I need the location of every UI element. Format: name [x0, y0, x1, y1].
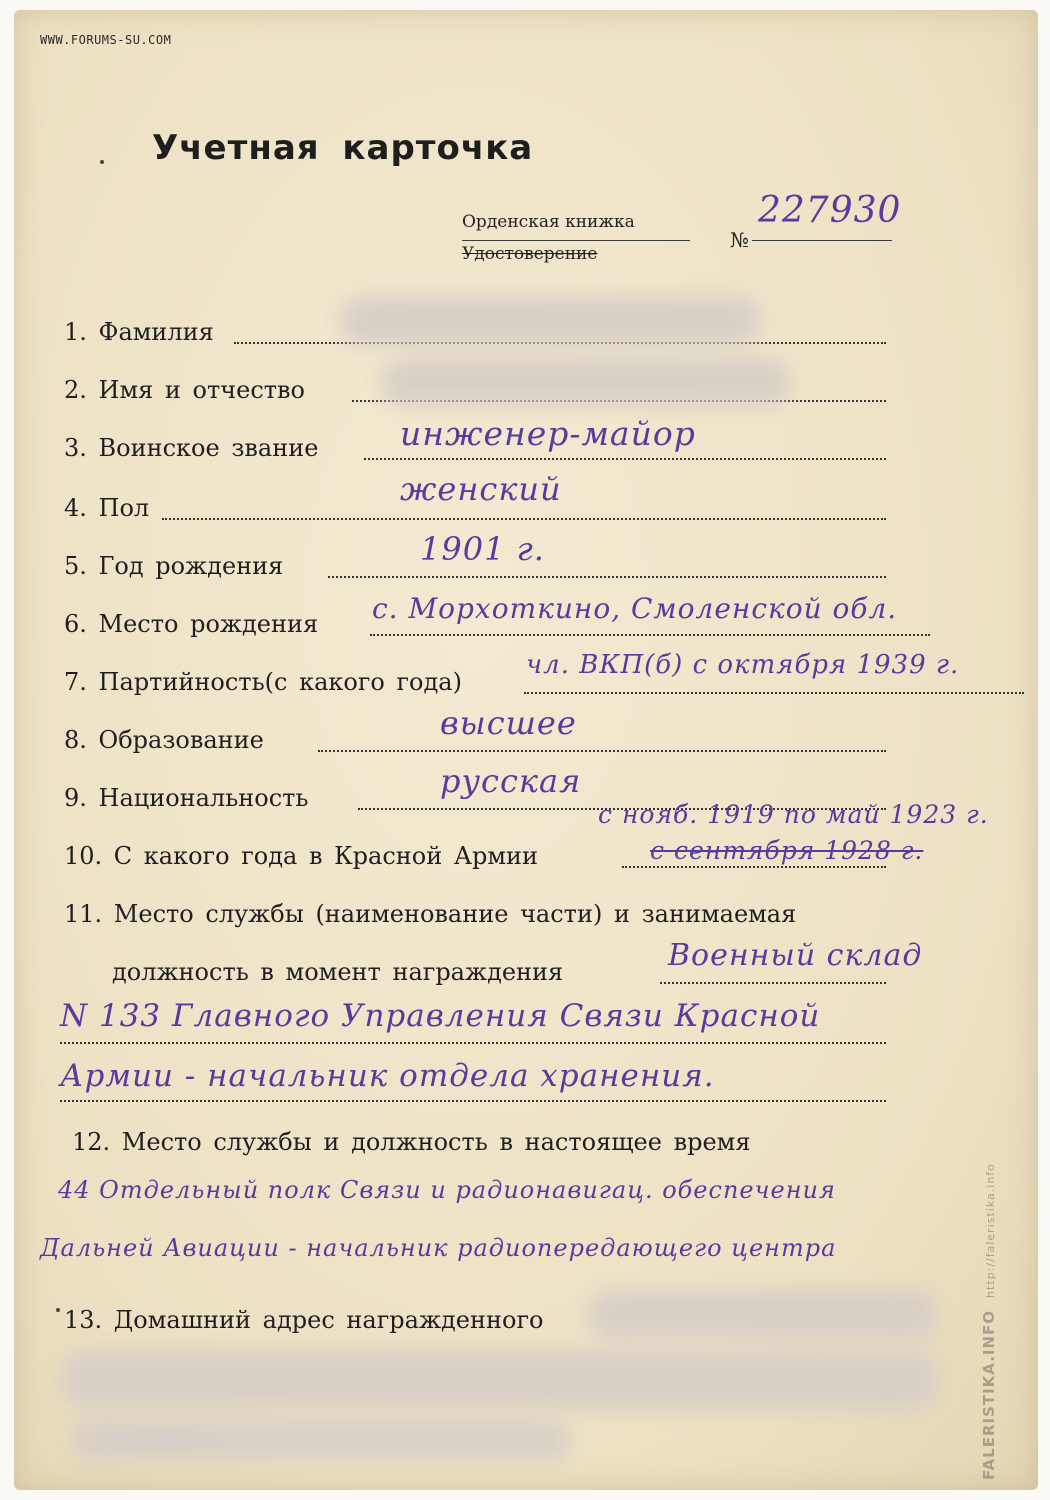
field-birthplace-line	[370, 634, 930, 636]
ink-dot	[100, 160, 104, 164]
redacted-address-1	[588, 1290, 938, 1340]
doc-type: Орденская книжка	[462, 212, 635, 232]
redacted-surname	[340, 296, 760, 346]
field-party-line	[524, 692, 1024, 694]
field-home-address-label: 13. Домашний адрес награжденного	[64, 1306, 544, 1334]
field-education-value: высшее	[440, 704, 577, 742]
field-current-service-value-2: Дальней Авиации - начальник радиопередающего центра	[40, 1234, 837, 1262]
watermark-side-url: http://faleristika.info	[984, 1163, 997, 1298]
doc-type-struck: Удостоверение	[462, 244, 598, 264]
field-service-at-award-label-1: 11. Место службы (наименование части) и занимаемая	[64, 900, 797, 928]
field-birth-year-value: 1901 г.	[420, 530, 545, 568]
field-nationality-label: 9. Национальность	[64, 784, 309, 812]
field-surname-label: 1. Фамилия	[64, 318, 214, 346]
field-party-label: 7. Партийность(с какого года)	[64, 668, 462, 696]
field-education-label: 8. Образование	[64, 726, 264, 754]
field-sex-value: женский	[400, 470, 562, 508]
field-sex-label: 4. Пол	[64, 494, 150, 522]
field-current-service-label: 12. Место службы и должность в настоящее время	[72, 1128, 751, 1156]
field-education-line	[318, 750, 886, 752]
field-service-at-award-value-1: Военный склад	[668, 938, 923, 973]
field-current-service-value-1: 44 Отдельный полк Связи и радионавигац. обеспечения	[58, 1176, 836, 1204]
field-army-since-label: 10. С какого года в Красной Армии	[64, 842, 539, 870]
redacted-address-3	[70, 1420, 570, 1460]
field-name-label: 2. Имя и отчество	[64, 376, 305, 404]
field-army-since-value-2: с сентября 1928 г.	[650, 836, 924, 865]
page-title: Учетная карточка	[152, 128, 534, 168]
field-rank-line	[364, 458, 886, 460]
field-service-at-award-value-3: Армии - начальник отдела хранения.	[60, 1058, 715, 1094]
field-birthplace-value: с. Морхоткино, Смоленской обл.	[372, 592, 898, 625]
ink-dot	[56, 1308, 60, 1312]
watermark-side-text: FALERISTIKA.INFO	[980, 1309, 998, 1480]
field-party-value: чл. ВКП(б) с октября 1939 г.	[526, 650, 960, 680]
field-birthplace-label: 6. Место рождения	[64, 610, 319, 638]
field-sex-line	[162, 518, 886, 520]
card-number: 227930	[758, 190, 902, 231]
field-service-at-award-line-1	[660, 982, 886, 984]
redacted-name	[380, 358, 790, 406]
field-birth-year-label: 5. Год рождения	[64, 552, 284, 580]
field-service-at-award-line-3	[60, 1100, 886, 1102]
watermark-top: WWW.FORUMS-SU.COM	[40, 33, 172, 47]
field-nationality-value: русская	[440, 762, 582, 800]
field-birth-year-line	[328, 576, 886, 578]
number-sign: №	[730, 228, 749, 252]
doc-type-underline	[462, 240, 690, 241]
field-rank-value: инженер-майор	[400, 414, 696, 453]
field-service-at-award-label-2: должность в момент награждения	[112, 958, 564, 986]
field-service-at-award-line-2	[60, 1042, 886, 1044]
redacted-address-2	[60, 1350, 940, 1410]
field-army-since-value-1: с нояб. 1919 по май 1923 г.	[598, 800, 989, 829]
field-army-since-line	[622, 866, 886, 868]
watermark-side	[980, 1163, 998, 1480]
field-service-at-award-value-2: N 133 Главного Управления Связи Красной	[60, 998, 821, 1034]
field-rank-label: 3. Воинское звание	[64, 434, 319, 462]
number-underline	[752, 240, 892, 241]
